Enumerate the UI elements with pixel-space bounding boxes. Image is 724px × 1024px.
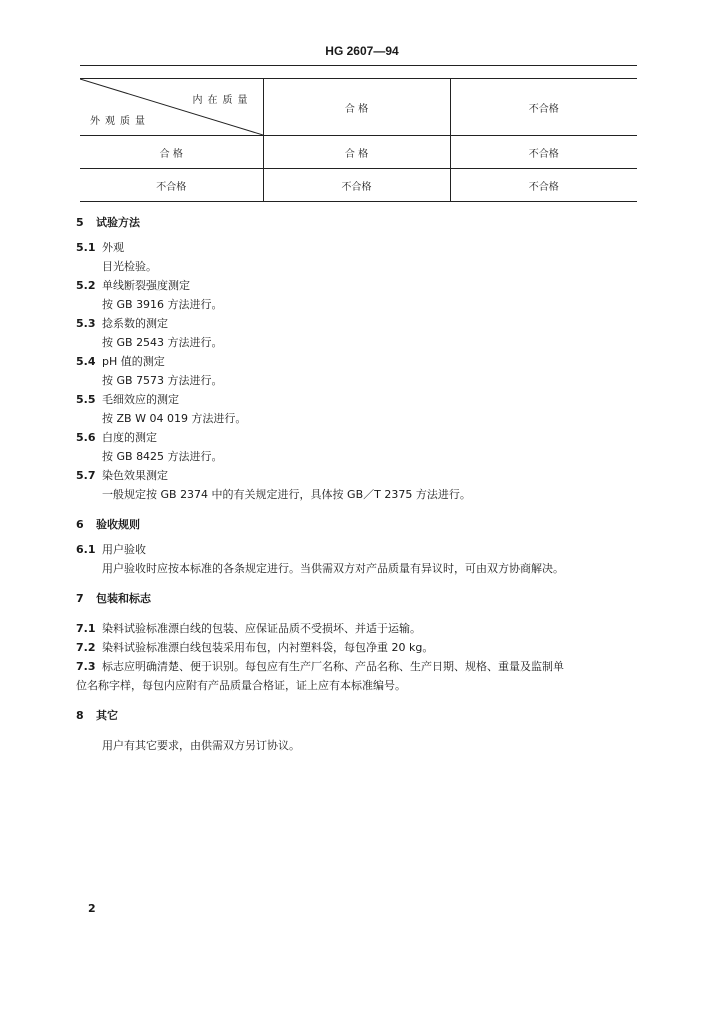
clause-text: 一般规定按 GB 2374 中的有关规定进行，具体按 GB／T 2375 方法进行。 [102,488,471,501]
table-cell: 不合格 [263,169,450,202]
section-title: 其它 [96,709,118,722]
table-row [80,136,637,169]
clause-number: 5.1 [76,241,96,254]
section-title: 包装和标志 [96,592,151,605]
clause-number: 7.2 [76,641,96,654]
section-number: 7 [76,592,84,605]
table-header-row [80,79,637,136]
section-title: 验收规则 [96,518,140,531]
clause-number: 5.7 [76,469,96,482]
quality-table [80,78,637,202]
clause-number: 5.4 [76,355,96,368]
clause-title: 染色效果测定 [102,469,168,482]
clause-title: 单线断裂强度测定 [102,279,190,292]
section-heading [76,589,641,608]
clause-text: 按 GB 8425 方法进行。 [102,450,223,463]
clause-number: 5.2 [76,279,96,292]
table-row [80,169,637,202]
clause [76,619,641,638]
clause-text: 标志应明确清楚、便于识别。每包应有生产厂名称、产品名称、生产日期、规格、重量及监制单 [102,660,564,673]
table-cell: 不合格 [450,169,637,202]
page-number: 2 [88,902,96,915]
clause-title: pH 值的测定 [102,355,165,368]
appearance-quality-label: 外观质量 [90,116,150,127]
clause [76,657,641,676]
section-number: 6 [76,518,84,531]
clause-text: 用户有其它要求，由供需双方另订协议。 [102,739,300,752]
clause-heading [76,390,641,409]
clause-heading [76,466,641,485]
clause-title: 白度的测定 [102,431,157,444]
clause-number: 5.5 [76,393,96,406]
section-number: 8 [76,709,84,722]
clause-heading [76,238,641,257]
section-heading [76,515,641,534]
row-label: 合 格 [80,136,263,169]
clause-heading [76,276,641,295]
clause-text-continued: 位名称字样，每包内应附有产品质量合格证，证上应有本标准编号。 [76,679,406,692]
clause-text: 用户验收时应按本标准的各条规定进行。当供需双方对产品质量有异议时，可由双方协商解决。 [102,562,564,575]
clause-text: 按 GB 7573 方法进行。 [102,374,223,387]
clause-number: 7.3 [76,660,96,673]
section-heading [76,706,641,725]
diagonal-header-cell [80,79,263,136]
inner-quality-label: 内在质量 [192,95,253,106]
section-title: 试验方法 [96,216,140,229]
header-rule [80,65,637,66]
clause-text: 按 ZB W 04 019 方法进行。 [102,412,247,425]
clause-title: 毛细效应的测定 [102,393,179,406]
clause-title: 外观 [102,241,124,254]
clause-heading [76,314,641,333]
clause-title: 捻系数的测定 [102,317,168,330]
clause-title: 用户验收 [102,543,146,556]
section-heading [76,213,641,232]
clause-number: 6.1 [76,543,96,556]
row-label: 不合格 [80,169,263,202]
clause-text: 染料试验标准漂白线包装采用布包，内衬塑料袋，每包净重 20 kg。 [102,641,434,654]
clause-text: 目光检验。 [102,260,157,273]
table-cell: 不合格 [450,136,637,169]
clause-heading [76,540,641,559]
section-number: 5 [76,216,84,229]
col-header-fail: 不合格 [450,79,637,136]
clause-number: 5.3 [76,317,96,330]
standard-code-header: HG 2607—94 [325,44,399,58]
clause-number: 7.1 [76,622,96,635]
clause-text: 按 GB 2543 方法进行。 [102,336,223,349]
clause-heading [76,428,641,447]
clause-text: 染料试验标准漂白线的包装、应保证品质不受损坏、并适于运输。 [102,622,421,635]
col-header-pass: 合 格 [263,79,450,136]
table-cell: 合 格 [263,136,450,169]
clause-number: 5.6 [76,431,96,444]
clause-text: 按 GB 3916 方法进行。 [102,298,223,311]
clause-heading [76,352,641,371]
clause [76,638,641,657]
document-body [76,213,641,755]
